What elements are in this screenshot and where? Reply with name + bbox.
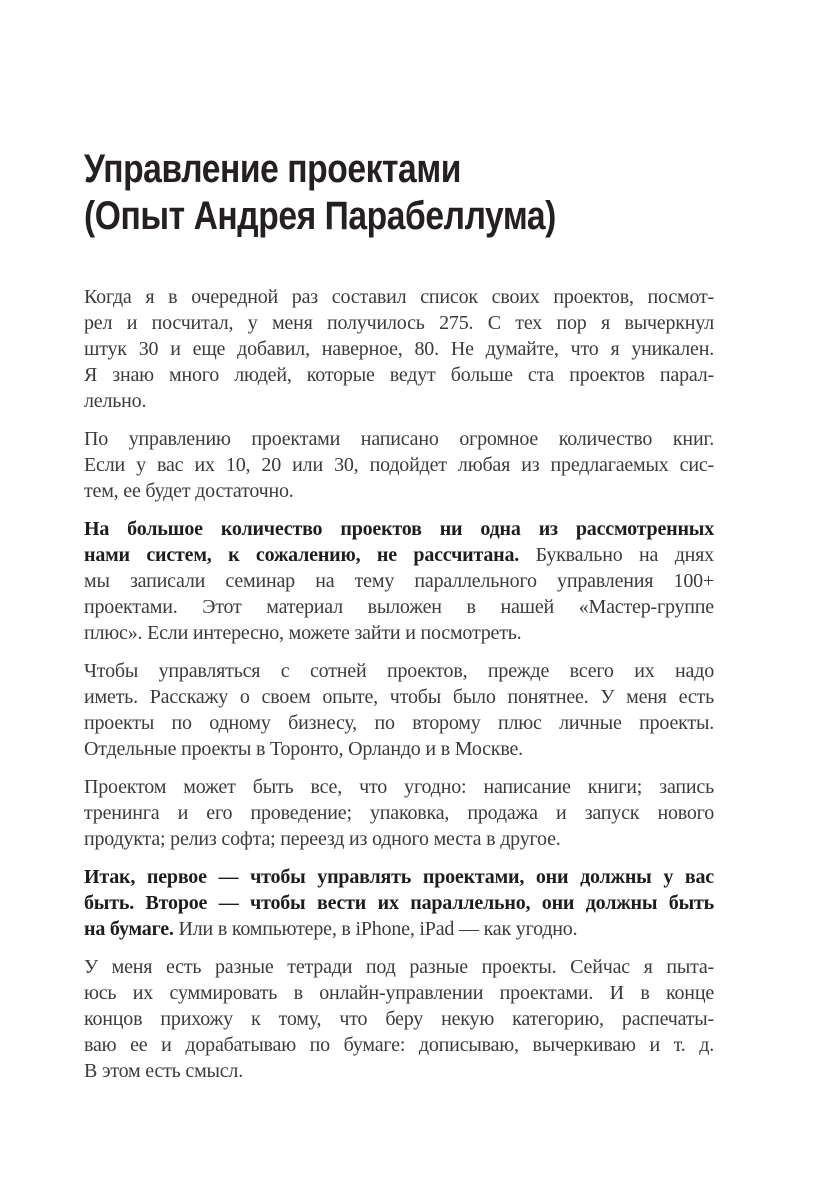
text-line	[84, 736, 714, 762]
text-segment: В этом есть смысл.	[84, 1060, 244, 1082]
page-title	[84, 146, 556, 240]
text-line	[84, 452, 714, 478]
text-line	[84, 542, 714, 568]
paragraph	[84, 774, 714, 852]
text-line	[84, 426, 714, 452]
text-line	[84, 916, 714, 942]
text-segment: ваю ее и дорабатываю по бумаге: дописываю, вычеркиваю и т. д.	[84, 1034, 714, 1056]
text-line	[84, 684, 714, 710]
text-line	[84, 800, 714, 826]
text-segment: Если у вас их 10, 20 или 30, подойдет любая из предлагаемых сис-	[84, 454, 714, 476]
paragraph	[84, 284, 714, 414]
bold-text-segment: на бумаге.	[84, 918, 174, 940]
text-line	[84, 1058, 714, 1084]
text-segment: Когда я в очередной раз составил список своих проектов, посмот-	[84, 286, 714, 308]
paragraph	[84, 864, 714, 942]
page-title-line-2: (Опыт Андрея Парабеллума)	[84, 194, 556, 238]
text-line	[84, 1032, 714, 1058]
text-line	[84, 774, 714, 800]
text-segment: концов прихожу к тому, что беру некую категорию, распечаты-	[84, 1008, 714, 1030]
text-segment: По управлению проектами написано огромное количество книг.	[84, 428, 714, 450]
text-line	[84, 516, 714, 542]
text-segment: Я знаю много людей, которые ведут больше ста проектов парал-	[84, 364, 714, 386]
text-line	[84, 710, 714, 736]
text-segment: юсь их суммировать в онлайн-управлении проектами. И в конце	[84, 982, 714, 1004]
text-segment: У меня есть разные тетради под разные проекты. Сейчас я пыта-	[84, 956, 714, 978]
text-segment: Отдельные проекты в Торонто, Орландо и в Москве.	[84, 738, 523, 760]
text-line	[84, 864, 714, 890]
text-line	[84, 658, 714, 684]
text-segment: мы записали семинар на тему параллельного управления 100+	[84, 570, 714, 592]
bold-text-segment: быть. Второе — чтобы вести их параллельно, они должны быть	[84, 892, 714, 914]
page-title-line-1: Управление проектами	[84, 147, 462, 191]
text-segment: плюс». Если интересно, можете зайти и посмотреть.	[84, 622, 522, 644]
text-segment: Проектом может быть все, что угодно: написание книги; запись	[84, 776, 714, 798]
text-line	[84, 310, 714, 336]
text-segment: штук 30 и еще добавил, наверное, 80. Не думайте, что я уникален.	[84, 338, 714, 360]
text-line	[84, 362, 714, 388]
bold-text-segment: Итак, первое — чтобы управлять проектами, они должны у вас	[84, 866, 714, 888]
text-segment: лельно.	[84, 390, 147, 412]
text-line	[84, 568, 714, 594]
text-line	[84, 284, 714, 310]
paragraph	[84, 426, 714, 504]
paragraph	[84, 516, 714, 646]
text-line	[84, 478, 714, 504]
text-line	[84, 620, 714, 646]
text-line	[84, 388, 714, 414]
text-line	[84, 1006, 714, 1032]
paragraph	[84, 658, 714, 762]
text-segment: проекты по одному бизнесу, по второму плюс личные проекты.	[84, 712, 714, 734]
text-segment: Буквально на днях	[519, 544, 714, 566]
bold-text-segment: На большое количество проектов ни одна из рассмотренных	[84, 518, 714, 540]
bold-text-segment: нами систем, к сожалению, не рассчитана.	[84, 544, 520, 566]
text-segment: проектами. Этот материал выложен в нашей «Мастер-группе	[84, 596, 714, 618]
body-text	[84, 284, 714, 1096]
text-line	[84, 594, 714, 620]
text-line	[84, 826, 714, 852]
text-line	[84, 954, 714, 980]
text-segment: иметь. Расскажу о своем опыте, чтобы было понятнее. У меня есть	[84, 686, 714, 708]
text-line	[84, 890, 714, 916]
text-segment: продукта; релиз софта; переезд из одного места в другое.	[84, 828, 561, 850]
paragraph	[84, 954, 714, 1084]
text-segment: тем, ее будет достаточно.	[84, 480, 294, 502]
text-segment: Или в компьютере, в iPhone, iPad — как угодно.	[173, 918, 578, 940]
text-segment: рел и посчитал, у меня получилось 275. С тех пор я вычеркнул	[84, 312, 714, 334]
text-line	[84, 980, 714, 1006]
text-segment: Чтобы управляться с сотней проектов, прежде всего их надо	[84, 660, 714, 682]
text-line	[84, 336, 714, 362]
text-segment: тренинга и его проведение; упаковка, продажа и запуск нового	[84, 802, 714, 824]
